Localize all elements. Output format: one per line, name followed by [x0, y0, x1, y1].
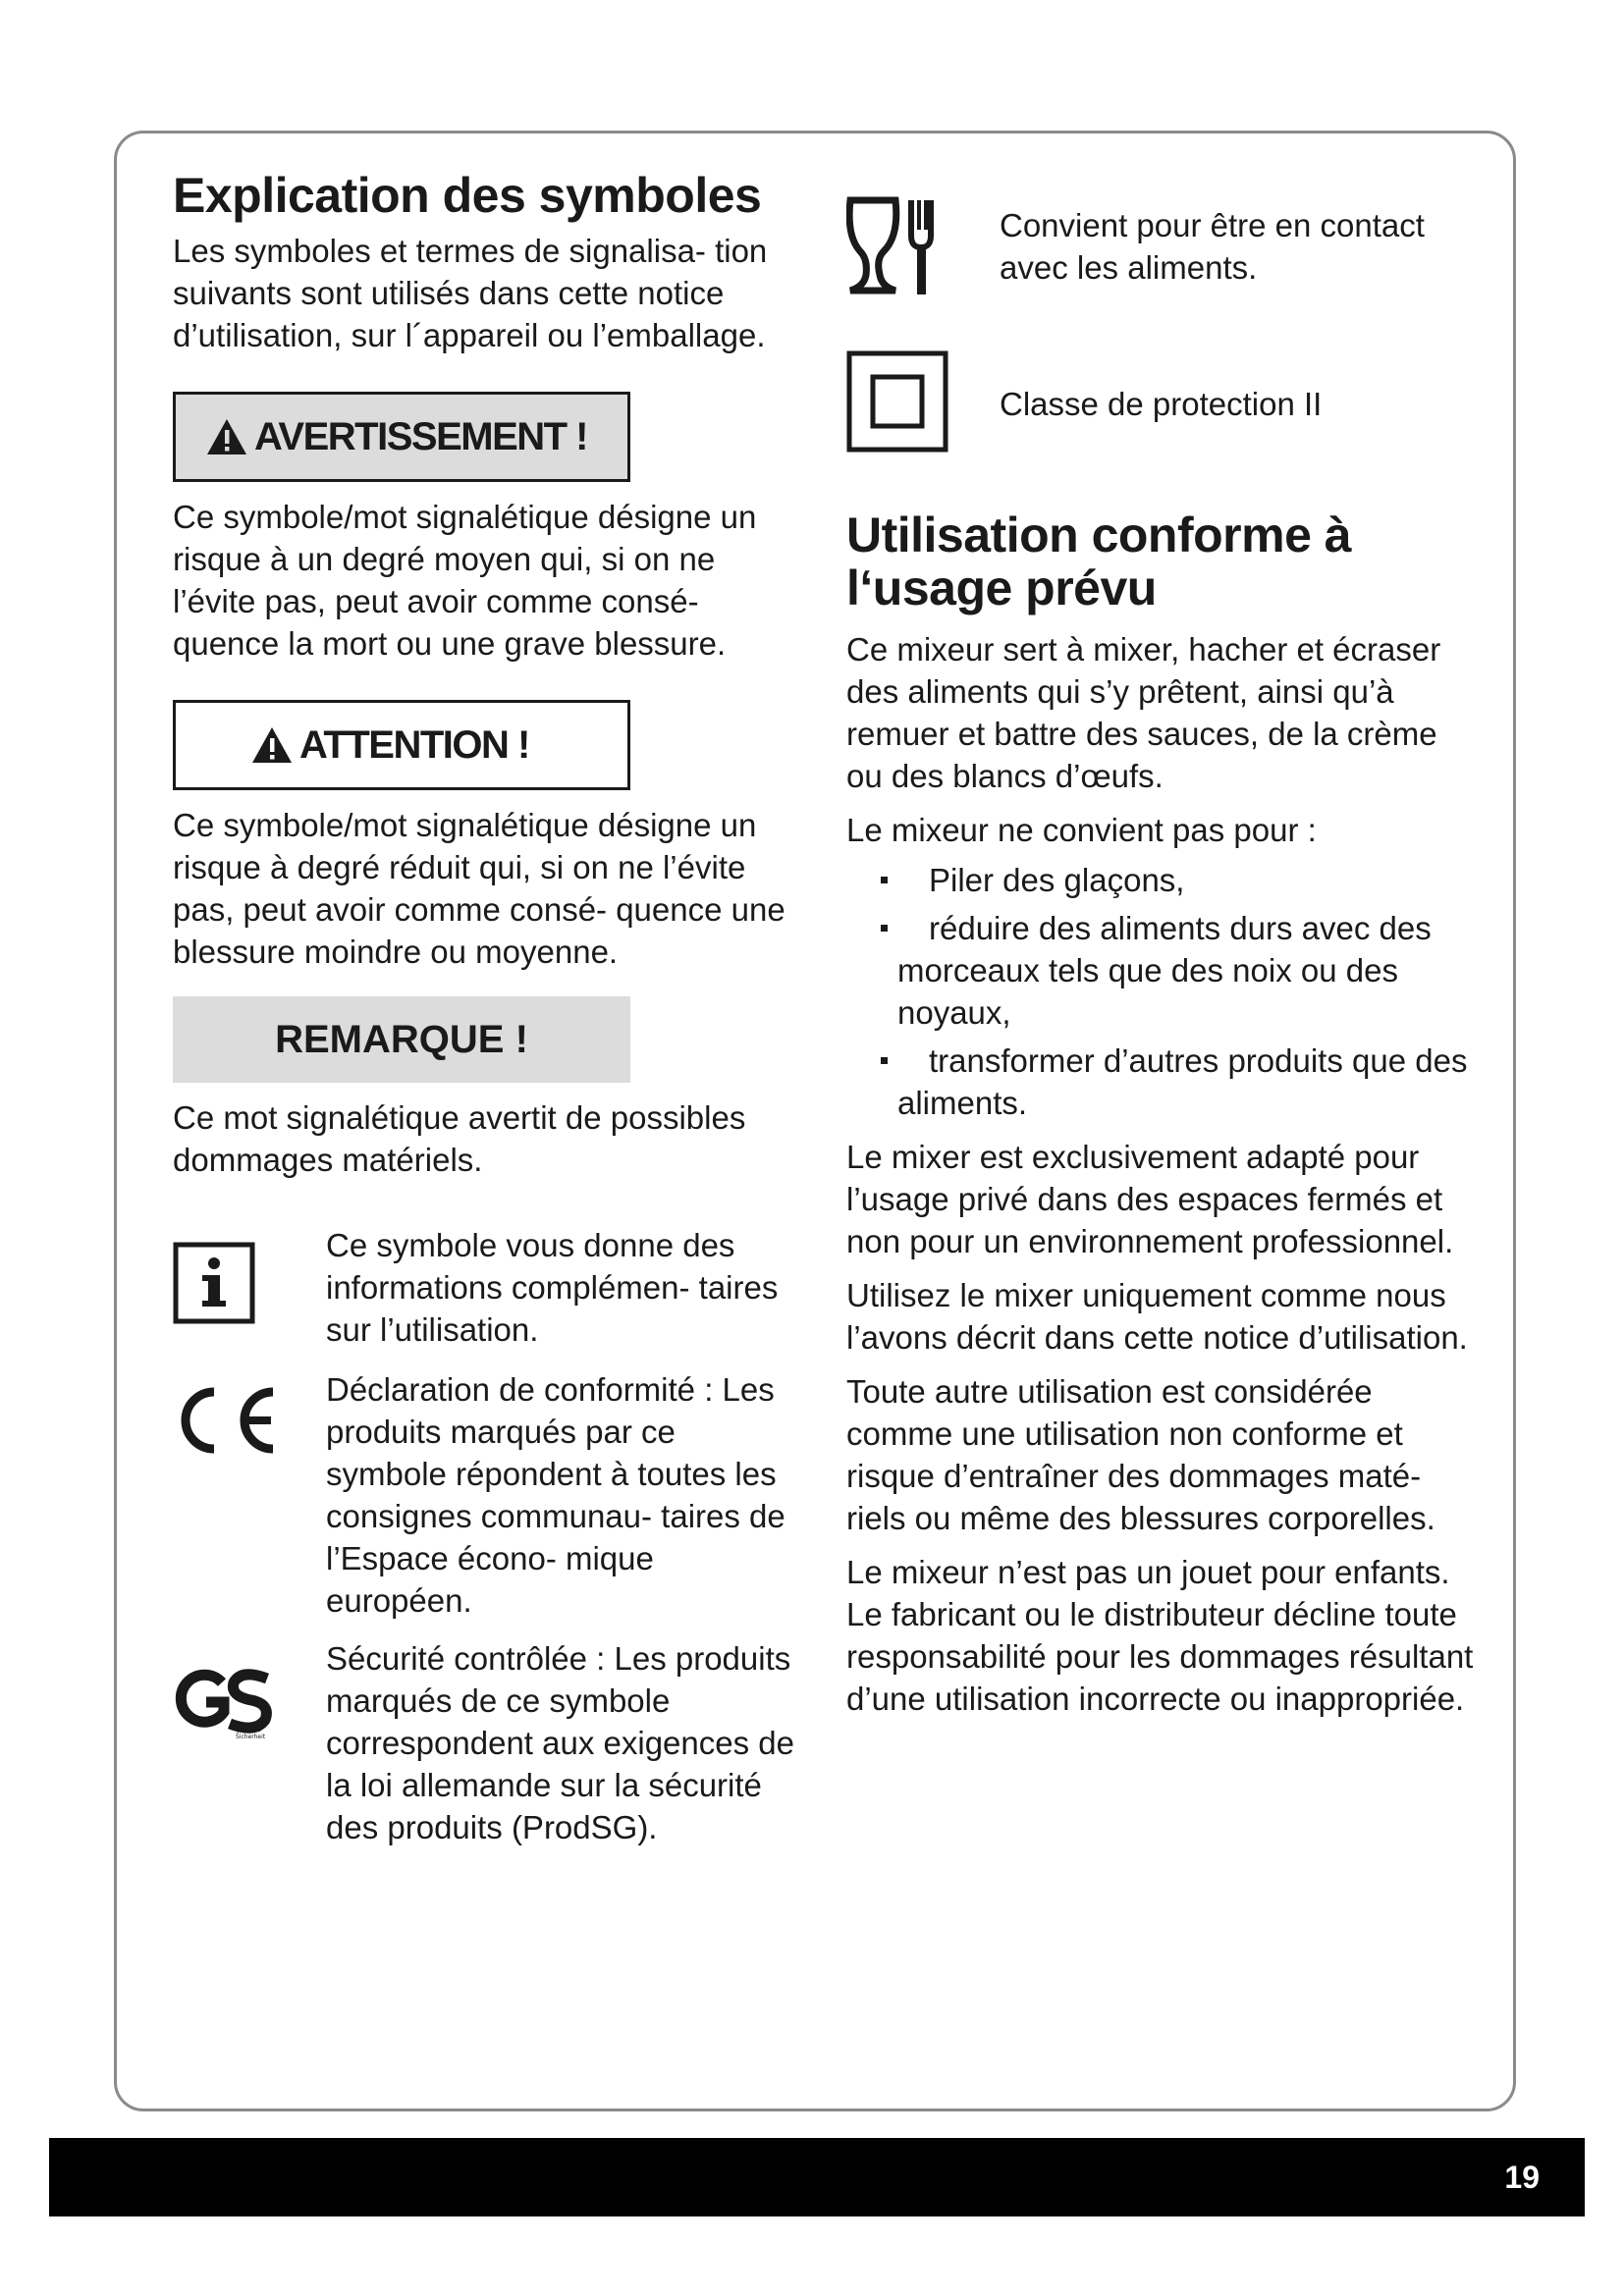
intended-use-heading: Utilisation conforme à l‘usage prévu — [846, 507, 1352, 615]
page-number: 19 — [1504, 2160, 1540, 2195]
symbol-row-gs — [173, 1637, 801, 1848]
food-safe-text: Convient pour être en contact avec les aliments. — [1000, 207, 1425, 286]
private-use-paragraph: Le mixer est exclusivement adapté pour l’usage privé dans des espaces fermés et non pour un environnement professionnel. — [846, 1139, 1454, 1259]
note-box — [173, 996, 630, 1083]
list-item-text: réduire des aliments durs avec des morceaux tels que des noix ou des noyaux, — [897, 910, 1432, 1031]
liability-paragraph: Le mixeur n’est pas un jouet pour enfants. Le fabricant ou le distributeur décline toute responsabilité pour les dommages résultant d’une utilisation incorrecte ou inappropriée. — [846, 1554, 1474, 1717]
symbol-row-protection-class — [846, 350, 1475, 457]
bullet-square-icon — [881, 1057, 888, 1064]
not-suitable-list — [846, 859, 1475, 1124]
warning-text: Ce symbole/mot signalétique désigne un risque à un degré moyen qui, si on ne l’évite pas, peut avoir comme consé- quence la mort ou une grave blessure. — [173, 499, 757, 662]
protection-class-ii-icon — [846, 350, 948, 453]
list-item-text: transformer d’autres produits que des aliments. — [897, 1042, 1468, 1121]
warning-triangle-icon — [250, 725, 294, 765]
symbols-intro: Les symboles et termes de signalisa- tion suivants sont utilisés dans cette notice d’utilisation, sur l´appareil ou l’emballage. — [173, 233, 768, 353]
food-safe-icon — [846, 196, 948, 298]
list-item — [846, 907, 1475, 1034]
list-item-text: Piler des glaçons, — [929, 862, 1185, 898]
gs-symbol-text: Sécurité contrôlée : Les produits marqués de ce symbole correspondent aux exigences de la loi allemande sur la sécurité des produits (ProdSG). — [326, 1640, 794, 1845]
attention-text: Ce symbole/mot signalétique désigne un risque à degré réduit qui, si on ne l’évite pas, peut avoir comme consé- quence une blessure moindre ou moyenne. — [173, 807, 785, 970]
symbol-icon-cell — [846, 196, 1000, 303]
note-label: REMARQUE ! — [275, 1017, 528, 1061]
warning-triangle-icon — [205, 417, 248, 456]
footer-bar — [49, 2138, 1585, 2216]
symbols-heading: Explication des symboles — [173, 168, 762, 223]
list-item — [846, 1040, 1475, 1124]
usage-paragraph: Utilisez le mixer uniquement comme nous l’avons décrit dans cette notice d’utilisation. — [846, 1277, 1468, 1356]
note-text: Ce mot signalétique avertit de possibles dommages matériels. — [173, 1099, 746, 1178]
protection-class-text: Classe de protection II — [1000, 386, 1323, 422]
symbol-row-info — [173, 1224, 801, 1351]
attention-box — [173, 700, 630, 790]
misuse-paragraph: Toute autre utilisation est considérée comme une utilisation non conforme et risque d’entraîner des dommages maté- riels ou même des blessures corporelles. — [846, 1373, 1435, 1536]
info-icon — [173, 1242, 255, 1324]
symbol-icon-cell — [173, 1368, 326, 1462]
left-column — [173, 169, 801, 1848]
gs-mark-subtext: Sicherheit — [236, 1734, 266, 1740]
bullet-square-icon — [881, 925, 888, 932]
info-symbol-text: Ce symbole vous donne des informations complémen- taires sur l’utilisation. — [326, 1227, 779, 1348]
warning-label: AVERTISSEMENT ! — [254, 414, 588, 458]
symbol-row-ce — [173, 1368, 801, 1622]
gs-mark-icon — [173, 1663, 281, 1741]
attention-label: ATTENTION ! — [299, 722, 529, 767]
warning-box — [173, 392, 630, 482]
symbol-icon-cell — [173, 1637, 326, 1746]
bullet-square-icon — [881, 877, 888, 883]
ce-symbol-text: Déclaration de conformité : Les produits marqués par ce symbole répondent à toutes les consignes communau- taires de l’Espace écono- mique européen. — [326, 1371, 785, 1619]
symbol-icon-cell — [173, 1224, 326, 1329]
not-suitable-intro: Le mixeur ne convient pas pour : — [846, 812, 1317, 848]
symbol-row-food-safe — [846, 196, 1475, 303]
intended-use-paragraph: Ce mixeur sert à mixer, hacher et écraser des aliments qui s’y prêtent, ainsi qu’à remuer et battre des sauces, de la crème ou des blancs d’œufs. — [846, 631, 1441, 794]
symbol-icon-cell — [846, 350, 1000, 457]
ce-mark-icon — [173, 1384, 281, 1457]
gs-mark-subtext: geprüfte — [236, 1727, 261, 1734]
list-item — [846, 859, 1475, 901]
right-column — [846, 196, 1475, 1720]
